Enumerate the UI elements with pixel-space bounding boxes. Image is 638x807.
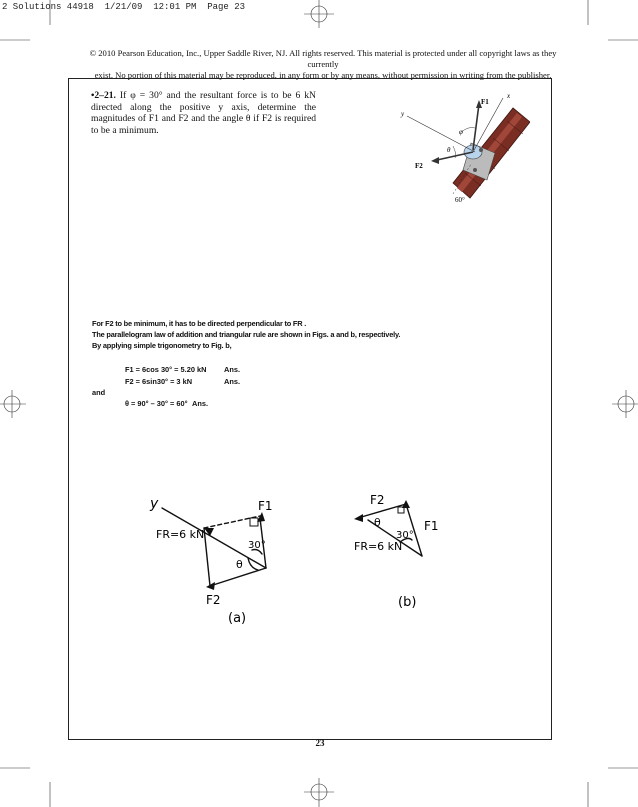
sketch-a-theta-label: θ [236,558,243,571]
solution-line-1: For F2 to be minimum, it has to be directed perpendicular to FR . [92,319,307,328]
copyright-notice [88,48,558,81]
sketch-b-angle-label: 30° [396,530,414,541]
sketch-a-f1-label: F1 [258,499,273,513]
copyright-line-2: exist. No portion of this material may be reproduced, in any form or by any means, without permission in writing from the publisher. [94,70,552,80]
label-phi: φ [459,128,463,136]
sketch-a-caption: (a) [228,611,247,626]
label-f2: F2 [415,162,423,170]
equation-f2: F2 = 6sin30° = 3 kN [125,377,193,386]
y-axis-line [407,116,475,152]
sketch-a-fr-label: FR=6 kN [156,528,205,541]
problem-number: •2–21. [91,90,116,101]
problem-figure [395,88,530,218]
print-slug: 2 Solutions 44918 1/21/09 12:01 PM Page 23 [2,2,246,12]
sketch-a [140,488,290,628]
wall-bracket [453,108,530,198]
equation-f1: F1 = 6cos 30° = 5.20 kN [125,365,207,374]
equation-theta-answer: Ans. [192,399,209,408]
equation-theta: θ = 90° – 30° = 60° [125,399,188,408]
sketch-b [340,490,450,615]
label-y: y [401,110,405,118]
page-number: 23 [315,738,325,748]
equation-f2-answer: Ans. [224,377,241,386]
label-x: x [507,92,511,100]
sketch-a-angle-label: 30° [248,540,266,551]
sketch-b-f2-label: F2 [370,493,385,507]
equation-f1-answer: Ans. [224,365,241,374]
label-f1: F1 [481,98,489,106]
and-label: and [92,388,106,397]
problem-text: If φ = 30° and the resultant force is to be 6 kN directed along the positive y axis, determine the magnitudes of F1 and F2 and the angle θ if F2 is required to be a minimum. [91,90,316,136]
problem-statement [91,90,316,136]
sketch-a-f2-label: F2 [206,593,221,607]
label-theta: θ [447,146,451,154]
solution-line-3: By applying simple trigonometry to Fig. b, [92,341,232,350]
sketch-a-y-label: y [150,496,159,512]
sketch-b-theta-label: θ [374,516,381,529]
copyright-line-1: © 2010 Pearson Education, Inc., Upper Saddle River, NJ. All rights reserved. This material is protected under all copyright laws as they currently [89,48,557,69]
label-60-deg: 60° [455,196,465,204]
sketch-b-fr-label: FR=6 kN [354,540,403,553]
sketch-b-f1-label: F1 [424,519,439,533]
solution-line-2: The parallelogram law of addition and triangular rule are shown in Figs. a and b, respectively. [92,330,401,339]
sketch-b-caption: (b) [398,595,417,610]
solution-text [92,318,400,351]
